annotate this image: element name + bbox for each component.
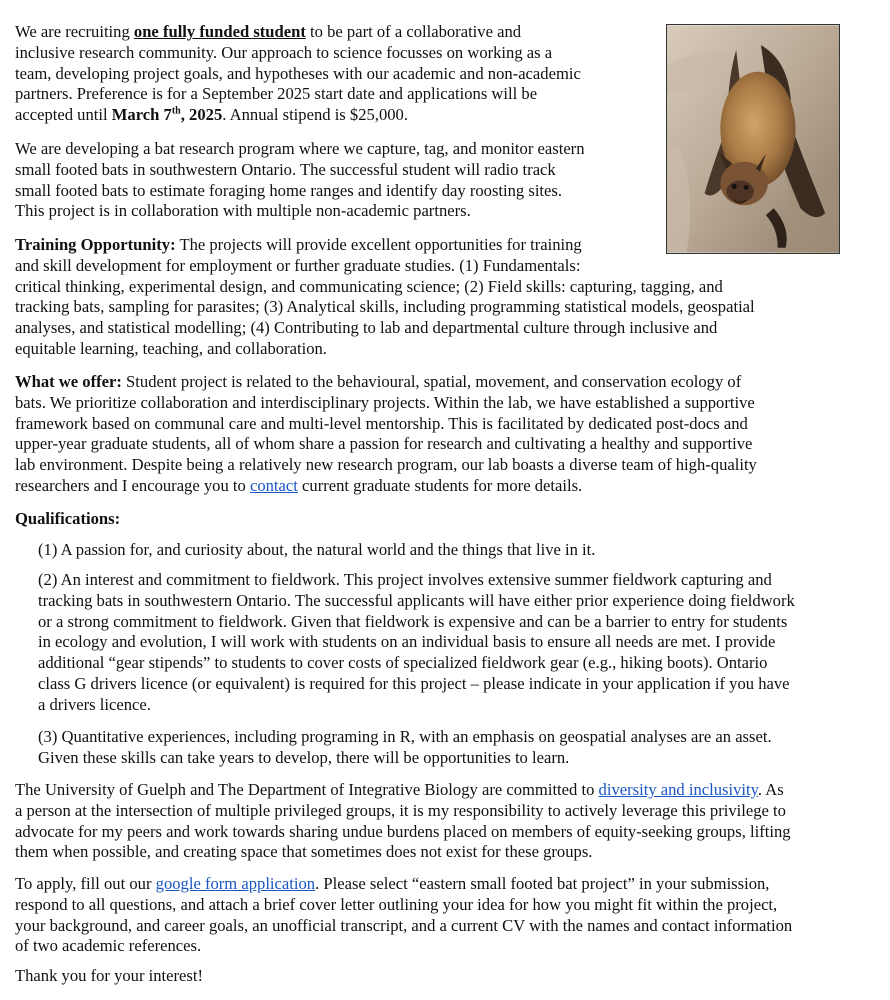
apply-text: your background, and career goals, an unofficial transcript, and a current CV with the names and contact information xyxy=(15,915,793,935)
program-text: small footed bats in southwestern Ontario. The successful student will radio track xyxy=(15,159,556,179)
diversity-text: advocate for my peers and work towards sharing undue burdens placed on members of equity-seeking groups, lifting xyxy=(15,821,791,841)
intro-text: . Annual stipend is $25,000. xyxy=(222,105,408,125)
google-form-link[interactable]: google form application xyxy=(155,874,316,893)
training-text: analyses, and statistical modelling; (4) Contributing to lab and departmental culture through inclusive and xyxy=(15,318,718,338)
training-text: tracking bats, sampling for parasites; (3) Analytical skills, including programming statistical models, geospatial xyxy=(15,297,755,317)
qualification-text: tracking bats in southwestern Ontario. The successful applicants will have either prior experience doing fieldwork xyxy=(38,590,795,610)
qualification-item-2 xyxy=(38,570,795,716)
diversity-link[interactable]: diversity and inclusivity xyxy=(598,780,758,799)
qualification-text: additional “gear stipends” to students to cover costs of specialized fieldwork gear (e.g., hiking boots). Ontario xyxy=(38,653,768,673)
apply-text: To apply, fill out our xyxy=(15,874,156,893)
training-text: and skill development for employment or further graduate studies. (1) Fundamentals: xyxy=(15,255,581,275)
qualification-text: (2) An interest and commitment to fieldwork. This project involves extensive summer fieldwork capturing and xyxy=(38,570,772,589)
qualifications-heading: Qualifications: xyxy=(15,509,121,528)
offer-text: framework based on communal care and multi-level mentorship. This is facilitated by dedicated post-docs and xyxy=(15,413,748,433)
program-text: This project is in collaboration with multiple non-academic partners. xyxy=(15,201,471,221)
training-text: equitable learning, teaching, and collaboration. xyxy=(15,338,327,358)
closing-line xyxy=(15,966,203,987)
intro-text: inclusive research community. Our approach to science focusses on working as a xyxy=(15,42,553,62)
training-text: The projects will provide excellent opportunities for training xyxy=(175,235,582,254)
training-paragraph xyxy=(15,235,755,360)
qualification-text: class G drivers licence (or equivalent) is required for this project – please indicate in your application if you have xyxy=(38,673,790,693)
diversity-text: them when possible, and creating space that sometimes does not exist for these groups. xyxy=(15,842,593,862)
offer-text: Student project is related to the behavioural, spatial, movement, and conservation ecology of xyxy=(121,372,742,391)
program-text: small footed bats to estimate foraging home ranges and identify day roosting sites. xyxy=(15,180,563,200)
apply-paragraph xyxy=(15,874,792,957)
diversity-text: The University of Guelph and The Department of Integrative Biology are committed to xyxy=(15,780,599,799)
contact-link[interactable]: contact xyxy=(249,475,298,495)
offer-text: researchers and I encourage you to xyxy=(15,475,250,495)
intro-text: to be part of a collaborative and xyxy=(305,22,522,41)
program-paragraph xyxy=(15,139,585,222)
offer-paragraph xyxy=(15,372,757,497)
apply-text: respond to all questions, and attach a brief cover letter outlining your idea for how you might fit within the project, xyxy=(15,894,778,914)
offer-text: lab environment. Despite being a relatively new research program, our lab boasts a diverse team of high-quality xyxy=(15,455,757,475)
offer-text: current graduate students for more details. xyxy=(297,475,583,495)
funded-student-emphasis: one fully funded student xyxy=(133,22,306,41)
training-text: critical thinking, experimental design, and communicating science; (2) Field skills: capturing, tagging, and xyxy=(15,276,723,296)
qualification-text: (1) A passion for, and curiosity about, the natural world and the things that live in it. xyxy=(38,540,596,559)
offer-text: bats. We prioritize collaboration and interdisciplinary projects. Within the lab, we have established a supportive xyxy=(15,392,755,412)
diversity-paragraph xyxy=(15,780,791,863)
qualification-text: Given these skills can take years to develop, there will be opportunities to learn. xyxy=(38,747,570,767)
training-heading: Training Opportunity: xyxy=(15,235,176,254)
bat-photo xyxy=(666,24,840,254)
intro-paragraph xyxy=(15,22,581,126)
diversity-text: a person at the intersection of multiple privileged groups, it is my responsibility to actively leverage this privilege to xyxy=(15,800,786,820)
offer-heading: What we offer: xyxy=(15,372,122,391)
qualifications-section xyxy=(15,509,120,530)
qualification-text: a drivers licence. xyxy=(38,694,151,714)
closing-text: Thank you for your interest! xyxy=(15,966,204,985)
offer-text: upper-year graduate students, all of whom share a passion for research and cultivating a healthy and supportive xyxy=(15,434,753,454)
apply-text: of two academic references. xyxy=(15,936,202,956)
diversity-text: . As xyxy=(757,780,784,799)
intro-text: We are recruiting xyxy=(15,22,134,41)
qualification-text: or a strong commitment to fieldwork. Given that fieldwork is expensive and can be a barrier to entry for students xyxy=(38,611,788,631)
intro-text: partners. Preference is for a September 2025 start date and applications will be xyxy=(15,84,538,104)
intro-text: accepted until xyxy=(15,105,112,125)
qualification-item-3 xyxy=(38,727,772,769)
qualification-text: in ecology and evolution, I will work with students on an individual basis to ensure all needs are met. I provide xyxy=(38,632,776,652)
program-text: We are developing a bat research program where we capture, tag, and monitor eastern xyxy=(15,139,585,158)
apply-text: . Please select “eastern small footed bat project” in your submission, xyxy=(315,874,770,893)
deadline-date: March 7th, 2025 xyxy=(111,105,223,125)
intro-text: team, developing project goals, and hypotheses with our academic and non-academic xyxy=(15,63,581,83)
qualification-item-1 xyxy=(38,540,595,561)
qualification-text: (3) Quantitative experiences, including programing in R, with an emphasis on geospatial analyses are an asset. xyxy=(38,727,772,746)
bat-illustration xyxy=(667,25,839,253)
